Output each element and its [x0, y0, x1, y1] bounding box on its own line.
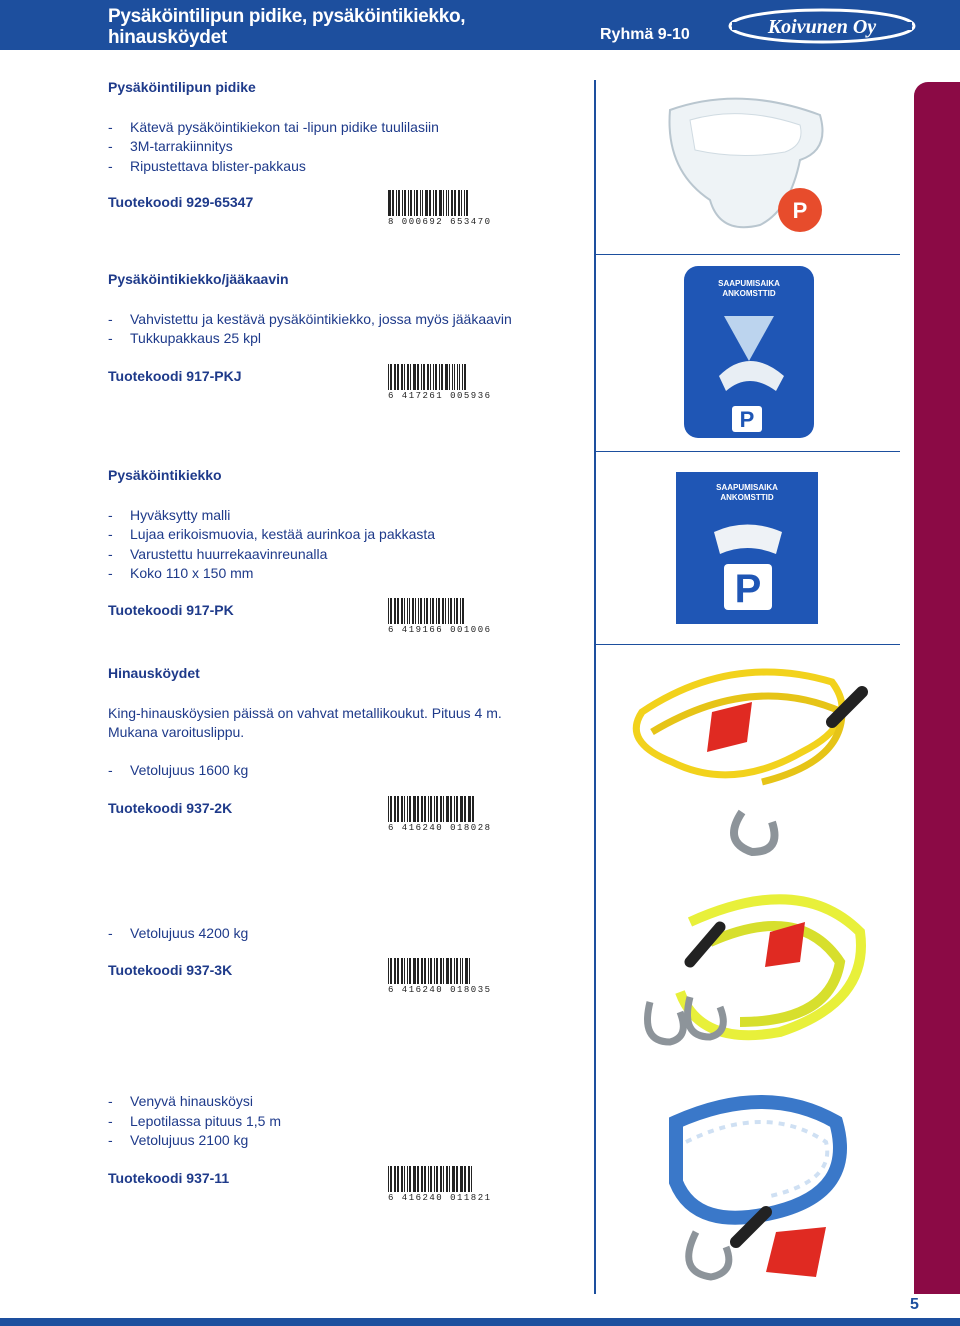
list-item: - Varustettu huurrekaavinreunalla [108, 545, 435, 565]
barcode-bar [470, 958, 472, 984]
page-title [108, 6, 465, 48]
barcode-bar [464, 598, 466, 624]
product-group: Ryhmä 9-10 [600, 26, 690, 43]
section-title: Hinausköydet [108, 665, 200, 681]
section-ticket-holder [108, 78, 439, 176]
svg-text:P: P [792, 198, 808, 223]
section-parking-disc [108, 466, 435, 584]
section-elastic-rope [108, 1092, 281, 1151]
list-item: - Koko 110 x 150 mm [108, 564, 435, 584]
section-tow-rope-4200 [108, 924, 248, 944]
divider-3 [596, 644, 900, 645]
feature-list [108, 310, 512, 349]
title-line-2: hinausköydet [108, 27, 227, 48]
disc-title: SAAPUMISAIKA [716, 483, 778, 492]
tow-rope-4200-image [620, 872, 880, 1072]
barcode-bar [466, 364, 468, 390]
section-title: Pysäköintikiekko [108, 467, 222, 483]
barcode-bar [472, 1166, 474, 1192]
company-logo [728, 8, 916, 44]
section-title: Pysäköintikiekko/jääkaavin [108, 271, 289, 287]
barcode-number: 6 416240 011821 [388, 1193, 492, 1203]
product-code: Tuotekoodi 929-65347 [108, 194, 254, 210]
product-code: Tuotekoodi 937-2K [108, 800, 233, 816]
list-item: - Vahvistettu ja kestävä pysäköintikiekko, jossa myös jääkaavin [108, 310, 512, 330]
parking-p: P [739, 407, 755, 432]
feature-list [108, 924, 248, 944]
elastic-rope-image [656, 1082, 866, 1292]
divider-2 [596, 451, 900, 452]
list-item: - Tukkupakkaus 25 kpl [108, 329, 512, 349]
feature-list [108, 118, 439, 177]
feature-list [108, 761, 502, 781]
svg-text:Koivunen Oy: Koivunen Oy [767, 16, 877, 38]
barcode [388, 364, 492, 404]
list-item: - Lepotilassa pituus 1,5 m [108, 1112, 281, 1132]
section-disc-scraper [108, 270, 512, 349]
list-item: - Vetolujuus 2100 kg [108, 1131, 281, 1151]
section-title: Pysäköintilipun pidike [108, 79, 256, 95]
title-line-1: Pysäköintilipun pidike, pysäköintikiekko, [108, 6, 466, 27]
disc-subtitle: ANKOMSTTID [722, 289, 776, 298]
barcode-bars [388, 796, 484, 822]
barcode [388, 796, 492, 836]
product-code: Tuotekoodi 937-3K [108, 962, 233, 978]
tow-rope-1600-image [612, 652, 872, 866]
list-item: - Kätevä pysäköintikiekon tai -lipun pidike tuulilasiin [108, 118, 439, 138]
barcode [388, 1166, 492, 1206]
disc-title: SAAPUMISAIKA [718, 279, 780, 288]
list-item: - Ripustettava blister-pakkaus [108, 157, 439, 177]
parking-disc-image [676, 472, 818, 624]
feature-list [108, 1092, 281, 1151]
description: Mukana varoituslippu. [108, 724, 245, 740]
divider-1 [596, 254, 900, 255]
barcode-bar [474, 796, 476, 822]
page-number: 5 [910, 1296, 919, 1313]
barcode [388, 598, 492, 638]
barcode-number: 6 419166 001006 [388, 625, 492, 635]
feature-list [108, 506, 435, 584]
barcode-number: 6 417261 005936 [388, 391, 492, 401]
section-tow-ropes [108, 664, 502, 780]
page-header [0, 0, 960, 50]
list-item: - Lujaa erikoismuovia, kestää aurinkoa ja pakkasta [108, 525, 435, 545]
barcode-bars [388, 364, 484, 390]
footer-bar [0, 1318, 960, 1326]
disc-subtitle: ANKOMSTTID [720, 493, 774, 502]
barcode-bars [388, 958, 484, 984]
ticket-holder-image [650, 90, 840, 240]
barcode-number: 8 000692 653470 [388, 217, 492, 227]
barcode-number: 6 416240 018035 [388, 985, 492, 995]
section-tab [914, 82, 960, 1294]
list-item: - Vetolujuus 4200 kg [108, 924, 248, 944]
column-divider [594, 80, 596, 1294]
product-code: Tuotekoodi 917-PK [108, 602, 234, 618]
description: King-hinausköysien päissä on vahvat metallikoukut. Pituus 4 m. [108, 704, 502, 721]
list-item: - Hyväksytty malli [108, 506, 435, 526]
barcode-bars [388, 1166, 484, 1192]
list-item: - Venyvä hinausköysi [108, 1092, 281, 1112]
parking-p: P [734, 567, 762, 611]
barcode [388, 190, 492, 230]
barcode-bars [388, 190, 484, 216]
barcode-bar [468, 190, 470, 216]
list-item: - 3M-tarrakiinnitys [108, 137, 439, 157]
barcode-number: 6 416240 018028 [388, 823, 492, 833]
barcode [388, 958, 492, 998]
product-code: Tuotekoodi 937-11 [108, 1170, 230, 1186]
list-item: - Vetolujuus 1600 kg [108, 761, 502, 781]
product-code: Tuotekoodi 917-PKJ [108, 368, 242, 384]
barcode-bars [388, 598, 484, 624]
disc-scraper-image [684, 266, 814, 438]
